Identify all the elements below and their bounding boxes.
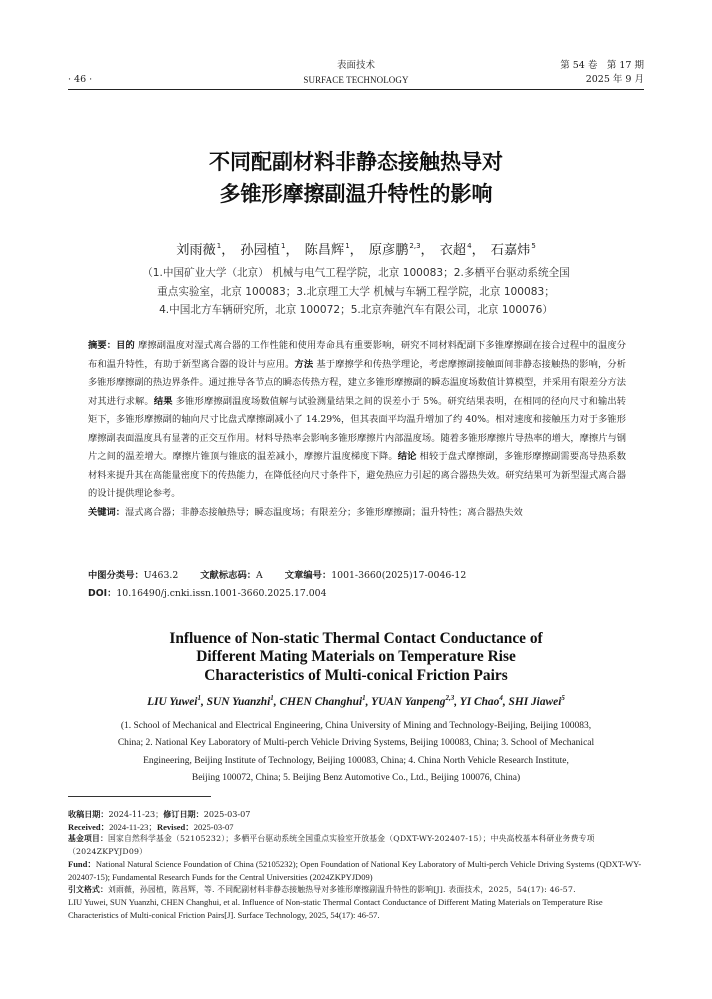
citation-en-row: LIU Yuwei, SUN Yuanzhi, CHEN Changhui, et al. Influence of Non-static Thermal Contact Conductance of Different Mating Materials on Temperature Rise Characteristics of Multi-conical Friction Pairs[J]. Surface Technology, 2025, 54(17): 46-57. <box>68 897 603 920</box>
cn-title-line: 不同配副材料非静态接触热导对 <box>209 150 503 174</box>
en-author-separator: , <box>502 696 509 708</box>
revised-cn-date: 2025-03-07 <box>203 809 251 819</box>
revised-en-label: Revised： <box>156 821 194 832</box>
fund-cn-label: 基金项目： <box>68 834 108 844</box>
cn-author-name: 石嘉炜 <box>490 243 531 258</box>
running-header <box>68 59 644 91</box>
en-author-affiliation-mark: 4 <box>499 694 503 702</box>
en-affiliation-line: Beijing 100072, China; 5. Beijing Benz Automotive Co., Ltd., Beijing 100076, China) <box>191 773 521 784</box>
cn-author-name: 孙园植 <box>240 243 280 258</box>
cn-affiliation-line: 重点实验室，北京 100083；3.北京理工大学 机械与车辆工程学院，北京 100083； <box>157 285 555 298</box>
en-author-separator: , <box>365 696 372 708</box>
fund-en-label: Fund： <box>68 859 96 870</box>
doccode-value: A <box>256 570 263 581</box>
doi-row <box>88 586 327 602</box>
keywords <box>88 504 626 523</box>
cn-author-separator: ， <box>221 243 235 258</box>
purpose-label: 目的 <box>116 340 135 351</box>
en-affiliations <box>88 718 624 788</box>
cn-author-affiliation-mark: 1 <box>216 242 222 250</box>
en-author-name: LIU Yuwei <box>147 696 198 708</box>
cn-author-name: 陈昌辉 <box>304 243 345 258</box>
cn-affiliation-line: （1.中国矿业大学（北京） 机械与电气工程学院，北京 100083；2.多栖平台驱动系统全国 <box>142 267 570 279</box>
en-author-separator: , <box>273 696 280 708</box>
cn-author-separator: ， <box>471 243 485 258</box>
en-author-separator: , <box>454 696 460 708</box>
en-affiliation-line: (1. School of Mechanical and Electrical Engineering, China University of Mining and Technology-Beijing, Beijing 100083, <box>120 721 592 731</box>
cn-title <box>68 146 644 210</box>
result-text: 多锥形摩擦副温度场数值解与试验测量结果之间的误差小于 5%。研究结果表明，在相同的径向尺寸和输出转矩下，多锥形摩擦副的轴向尺寸比盘式摩擦副减小了 14.29%，但其表面平均温升增加了约 40%。相对速度和接触压力对于多锥形摩擦副表面温度具有显著的正交互作用。材料导热率会影响多锥形摩擦片内部温度场。随着多锥形摩擦片导热率的增大，摩擦片与钢片之间的温差增大。摩擦片锥顶与锥底的温差减小，摩擦片温度梯度下降。 <box>88 395 626 462</box>
en-author-list <box>68 690 644 710</box>
en-author-affiliation-mark: 1 <box>197 694 201 702</box>
footnote-rule <box>68 796 211 797</box>
cn-author-separator: ， <box>420 243 434 258</box>
cn-author-separator: ， <box>349 243 363 258</box>
en-author-affiliation-mark: 5 <box>561 694 565 702</box>
en-author-name: CHEN Changhui <box>279 696 363 708</box>
doi-label: DOI： <box>88 588 117 599</box>
cn-author-name: 原彦鹏 <box>368 243 409 258</box>
received-en-date: 2024-11-23； <box>109 821 157 832</box>
citation-cn-label: 引文格式： <box>68 884 108 894</box>
en-author-affiliation-mark: 1 <box>362 694 366 702</box>
classification-row <box>88 568 466 584</box>
cn-title-line: 多锥形摩擦副温升特性的影响 <box>219 182 493 206</box>
cn-author-affiliation-mark: 1 <box>345 242 350 250</box>
issue-date: 2025 年 9 月 <box>585 74 644 85</box>
en-title-line: Influence of Non-static Thermal Contact Conductance of <box>169 630 543 647</box>
footnotes <box>68 808 644 921</box>
en-title-line: Different Mating Materials on Temperature Rise <box>196 648 516 666</box>
en-author-name: SHI Jiawei <box>508 696 562 708</box>
journal-name-cn: 表面技术 <box>336 60 375 71</box>
conclusion-label: 结论 <box>397 451 417 462</box>
method-text: 基于摩擦学和传热学理论，考虑摩擦副接触面间非静态接触热的影响，分析多锥形摩擦副的热边界条件。通过推导各节点的瞬态传热方程，建立多锥形摩擦副的瞬态温度场数值计算模型，并采用有限差分方法对其进行求解。 <box>88 358 626 407</box>
header-rule <box>68 89 644 90</box>
cn-author-name: 刘雨薇 <box>176 243 216 258</box>
fund-en-row <box>68 858 644 883</box>
volume-issue: 第 54 卷 第 17 期 <box>560 60 644 71</box>
abstract-body <box>88 337 626 504</box>
fund-cn-row <box>68 833 644 858</box>
en-author-affiliation-mark: 1 <box>270 694 274 702</box>
doi-value: 10.16490/j.cnki.issn.1001-3660.2025.17.004 <box>116 588 327 599</box>
cn-author-affiliation-mark: 1 <box>280 242 286 250</box>
citation-cn-row <box>68 884 644 897</box>
received-cn-label: 收稿日期： <box>68 809 109 819</box>
page-number: · 46 · <box>68 74 93 85</box>
cn-author-affiliation-mark: 2,3 <box>409 242 421 250</box>
cn-author-name: 衣超 <box>439 243 467 258</box>
cn-author-list <box>68 236 644 261</box>
received-cn-date: 2024-11-23； <box>108 809 164 819</box>
fund-en-text: National Natural Science Foundation of China (52105232); Open Foundation of National Key Laboratory of Multi-perch Vehicle Driving Systems (QDXT-WY-202407-15); Fundamental Research Funds for the Central Universities (2024ZKPYJD09) <box>68 859 642 882</box>
en-affiliation-line: China; 2. National Key Laboratory of Multi-perch Vehicle Driving Systems, Beijing 100083, China; 3. School of Mechanical <box>117 738 595 749</box>
en-title <box>68 630 644 685</box>
citation-cn-text: 刘雨薇，孙园植，陈昌辉，等. 不同配副材料非静态接触热导对多锥形摩擦副温升特性的影响[J]. 表面技术，2025，54(17): 46-57. <box>107 884 576 894</box>
abstract <box>88 337 626 522</box>
keywords-label: 关键词： <box>88 506 125 518</box>
en-title-line: Characteristics of Multi-conical Friction Pairs <box>204 666 508 684</box>
issue-info <box>560 59 644 87</box>
clc-label: 中图分类号： <box>88 570 144 581</box>
received-en-row <box>68 821 644 834</box>
en-author-separator: , <box>200 696 207 708</box>
revised-cn-label: 修订日期： <box>163 809 204 819</box>
en-author-name: YUAN Yanpeng <box>371 696 446 708</box>
cn-author-separator: ， <box>285 243 299 258</box>
received-cn-row <box>68 808 644 821</box>
en-author-name: SUN Yuanzhi <box>206 696 271 708</box>
cn-affiliations <box>88 264 624 320</box>
article-number-value: 1001-3660(2025)17-0046-12 <box>331 570 467 581</box>
abstract-label: 摘要： <box>88 340 117 351</box>
en-affiliation-line: Engineering, Beijing Institute of Technology, Beijing 100083, China; 4. China North Vehicle Research Institute, <box>143 755 569 766</box>
en-author-affiliation-mark: 2,3 <box>445 694 455 702</box>
received-en-label: Received： <box>68 821 110 832</box>
cn-author-affiliation-mark: 4 <box>467 242 472 250</box>
en-author-name: YI Chao <box>459 696 500 708</box>
doccode-label: 文献标志码： <box>200 570 257 581</box>
conclusion-text: 相较于盘式摩擦副，多锥形摩擦副需要高导热系数材料来提升其在高能量密度下的传热能力，在降低径向尺寸条件下，避免热应力引起的离合器热失效。研究结果可为新型湿式离合器的设计提供理论参考。 <box>88 451 626 499</box>
keywords-text: 湿式离合器；非静态接触热导；瞬态温度场；有限差分；多锥形摩擦副；温升特性；离合器热失效 <box>125 506 523 518</box>
cn-author-affiliation-mark: 5 <box>531 242 536 250</box>
clc-value: U463.2 <box>143 570 179 581</box>
journal-name <box>68 59 644 87</box>
journal-name-en: SURFACE TECHNOLOGY <box>303 75 409 85</box>
purpose-text: 摩擦副温度对湿式离合器的工作性能和使用寿命具有重要影响，研究不同材料配副下多锥摩擦副在接合过程中的温度分布和温升特性，有助于新型离合器的设计与应用。 <box>88 340 627 370</box>
cn-affiliation-line: 4.中国北方车辆研究所，北京 100072；5.北京奔驰汽车有限公司，北京 100076） <box>159 304 553 316</box>
revised-en-date: 2025-03-07 <box>193 821 234 832</box>
result-label: 结果 <box>153 395 173 407</box>
article-number-label: 文章编号： <box>284 570 332 581</box>
method-label: 方法 <box>294 358 314 370</box>
fund-cn-text: 国家自然科学基金（52105232）；多栖平台驱动系统全国重点实验室开放基金（QDXT-WY-202407-15）；中央高校基本科研业务费专项（2024ZKPYJD09） <box>68 834 595 856</box>
